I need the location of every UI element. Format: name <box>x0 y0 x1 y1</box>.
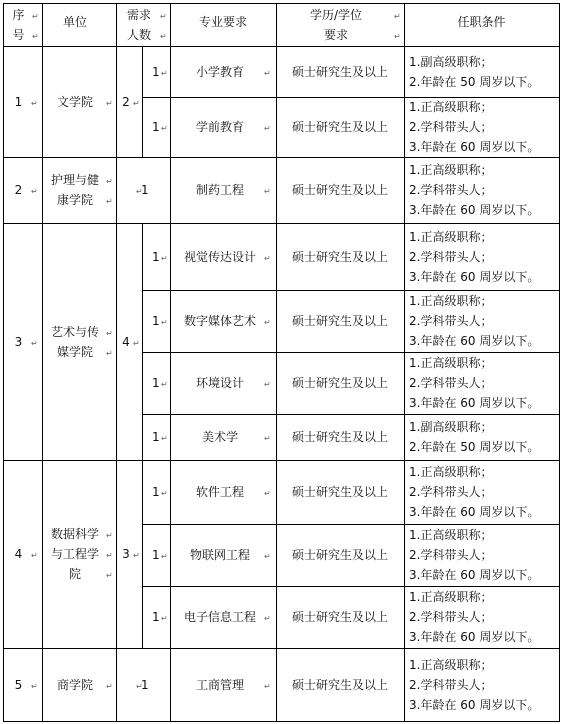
header-count: 人数 <box>126 28 151 42</box>
row-unit: 文学院 <box>56 95 93 109</box>
position-condition: 1.正高级职称； <box>409 100 493 114</box>
paragraph-mark-icon: ↵ <box>106 571 113 580</box>
paragraph-mark-icon: ↵ <box>264 318 271 327</box>
paragraph-mark-icon: ↵ <box>106 177 113 186</box>
row-total: 1 <box>141 183 149 197</box>
paragraph-mark-icon: ↵ <box>133 339 140 348</box>
header-conditions: 任职条件 <box>457 15 506 29</box>
position-condition: 3.年龄在 60 周岁以下。 <box>409 568 540 582</box>
paragraph-mark-icon: ↵ <box>161 69 168 78</box>
paragraph-mark-icon: ↵ <box>161 254 168 263</box>
table-rule <box>116 157 117 223</box>
header-seq: 序 <box>12 8 25 22</box>
position-condition: 3.年龄在 60 周岁以下。 <box>409 203 540 217</box>
row-total: 3 <box>122 547 130 561</box>
paragraph-mark-icon: ↵ <box>264 434 271 443</box>
table-rule <box>142 586 560 587</box>
position-major: 电子信息工程 <box>183 610 256 624</box>
table-rule <box>3 460 560 461</box>
paragraph-mark-icon: ↵ <box>161 124 168 133</box>
paragraph-mark-icon: ↵ <box>264 682 271 691</box>
row-unit: 媒学院 <box>56 345 93 359</box>
header-degree: 学历/学位 <box>309 8 363 22</box>
position-condition: 2.学科带头人； <box>409 314 493 328</box>
row-unit: 康学院 <box>56 193 93 207</box>
position-count: 1 <box>152 120 160 134</box>
paragraph-mark-icon: ↵ <box>161 380 168 389</box>
table-rule <box>404 157 405 223</box>
table-rule <box>170 46 171 157</box>
position-major: 数字媒体艺术 <box>183 314 256 328</box>
table-rule <box>142 97 560 98</box>
table-rule <box>404 46 405 157</box>
paragraph-mark-icon: ↵ <box>264 69 271 78</box>
paragraph-mark-icon: ↵ <box>264 489 271 498</box>
table-rule <box>276 46 277 157</box>
position-degree: 硕士研究生及以上 <box>291 548 388 562</box>
position-major: 视觉传达设计 <box>183 250 256 264</box>
paragraph-mark-icon: ↵ <box>394 32 401 41</box>
position-degree: 硕士研究生及以上 <box>291 678 388 692</box>
position-condition: 2.学科带头人； <box>409 485 493 499</box>
position-count: 1 <box>152 548 160 562</box>
paragraph-mark-icon: ↵ <box>31 682 38 691</box>
position-condition: 2.学科带头人； <box>409 250 493 264</box>
position-condition: 1.副高级职称； <box>409 420 493 434</box>
paragraph-mark-icon: ↵ <box>136 682 143 691</box>
table-rule <box>559 3 560 722</box>
paragraph-mark-icon: ↵ <box>264 124 271 133</box>
paragraph-mark-icon: ↵ <box>106 682 113 691</box>
table-rule <box>42 157 43 223</box>
position-major: 学前教育 <box>195 120 244 134</box>
position-condition: 1.正高级职称； <box>409 465 493 479</box>
paragraph-mark-icon: ↵ <box>394 12 401 21</box>
position-count: 1 <box>152 376 160 390</box>
paragraph-mark-icon: ↵ <box>106 99 113 108</box>
row-seq: 2 <box>14 183 23 197</box>
table-rule <box>142 290 560 291</box>
table-rule <box>3 157 560 158</box>
paragraph-mark-icon: ↵ <box>264 254 271 263</box>
paragraph-mark-icon: ↵ <box>161 552 168 561</box>
row-unit: 艺术与传 <box>50 325 99 339</box>
row-unit: 院 <box>68 567 81 581</box>
paragraph-mark-icon: ↵ <box>264 380 271 389</box>
paragraph-mark-icon: ↵ <box>106 349 113 358</box>
position-condition: 2.学科带头人； <box>409 678 493 692</box>
position-count: 1 <box>152 65 160 79</box>
position-major: 美术学 <box>201 430 238 444</box>
row-seq: 1 <box>14 95 23 109</box>
position-condition: 3.年龄在 60 周岁以下。 <box>409 140 540 154</box>
position-condition: 3.年龄在 60 周岁以下。 <box>409 334 540 348</box>
paragraph-mark-icon: ↵ <box>106 329 113 338</box>
table-rule <box>404 648 405 721</box>
position-major: 环境设计 <box>195 376 244 390</box>
position-condition: 3.年龄在 60 周岁以下。 <box>409 630 540 644</box>
position-major: 工商管理 <box>195 678 244 692</box>
paragraph-mark-icon: ↵ <box>106 551 113 560</box>
position-major: 小学教育 <box>195 65 244 79</box>
row-total: 2 <box>122 95 130 109</box>
paragraph-mark-icon: ↵ <box>31 339 38 348</box>
position-condition: 2.年龄在 50 周岁以下。 <box>409 75 540 89</box>
position-major: 物联网工程 <box>189 548 250 562</box>
paragraph-mark-icon: ↵ <box>160 32 167 41</box>
table-rule <box>404 460 405 648</box>
row-total: 4 <box>122 335 130 349</box>
position-condition: 3.年龄在 60 周岁以下。 <box>409 270 540 284</box>
paragraph-mark-icon: ↵ <box>161 489 168 498</box>
paragraph-mark-icon: ↵ <box>264 187 271 196</box>
paragraph-mark-icon: ↵ <box>106 531 113 540</box>
position-condition: 3.年龄在 60 周岁以下。 <box>409 698 540 712</box>
position-condition: 1.正高级职称； <box>409 658 493 672</box>
position-degree: 硕士研究生及以上 <box>291 65 388 79</box>
paragraph-mark-icon: ↵ <box>32 12 39 21</box>
paragraph-mark-icon: ↵ <box>264 614 271 623</box>
table-rule <box>3 3 560 4</box>
paragraph-mark-icon: ↵ <box>161 614 168 623</box>
row-unit: 护理与健 <box>50 173 99 187</box>
position-degree: 硕士研究生及以上 <box>291 485 388 499</box>
position-condition: 1.正高级职称； <box>409 294 493 308</box>
paragraph-mark-icon: ↵ <box>31 187 38 196</box>
paragraph-mark-icon: ↵ <box>160 12 167 21</box>
row-total: 1 <box>141 678 149 692</box>
header-count: 需求 <box>126 8 151 22</box>
position-count: 1 <box>152 485 160 499</box>
table-rule <box>3 46 560 47</box>
table-rule <box>142 460 143 648</box>
paragraph-mark-icon: ↵ <box>32 32 39 41</box>
paragraph-mark-icon: ↵ <box>161 318 168 327</box>
position-condition: 2.学科带头人； <box>409 610 493 624</box>
position-degree: 硕士研究生及以上 <box>291 183 388 197</box>
paragraph-mark-icon: ↵ <box>31 551 38 560</box>
position-condition: 2.学科带头人； <box>409 183 493 197</box>
position-condition: 1.正高级职称； <box>409 163 493 177</box>
header-seq: 号 <box>12 28 25 42</box>
position-condition: 2.年龄在 50 周岁以下。 <box>409 440 540 454</box>
table-rule <box>142 352 560 353</box>
row-unit: 商学院 <box>56 678 93 692</box>
position-condition: 2.学科带头人； <box>409 376 493 390</box>
paragraph-mark-icon: ↵ <box>133 551 140 560</box>
position-condition: 3.年龄在 60 周岁以下。 <box>409 505 540 519</box>
table-rule <box>116 648 117 721</box>
row-unit: 与工程学 <box>50 547 99 561</box>
table-rule <box>142 524 560 525</box>
table-rule <box>42 223 43 460</box>
row-seq: 3 <box>14 335 23 349</box>
paragraph-mark-icon: ↵ <box>106 197 113 206</box>
table-rule <box>142 46 143 157</box>
position-degree: 硕士研究生及以上 <box>291 250 388 264</box>
table-rule <box>3 721 560 722</box>
table-rule <box>404 223 405 460</box>
header-major: 专业要求 <box>198 15 247 29</box>
table-rule <box>3 223 560 224</box>
position-degree: 硕士研究生及以上 <box>291 314 388 328</box>
position-major: 软件工程 <box>195 485 244 499</box>
paragraph-mark-icon: ↵ <box>264 552 271 561</box>
position-major: 制药工程 <box>195 183 244 197</box>
position-degree: 硕士研究生及以上 <box>291 610 388 624</box>
position-count: 1 <box>152 430 160 444</box>
position-condition: 1.正高级职称； <box>409 230 493 244</box>
position-degree: 硕士研究生及以上 <box>291 120 388 134</box>
paragraph-mark-icon: ↵ <box>136 187 143 196</box>
position-condition: 2.学科带头人； <box>409 120 493 134</box>
table-rule <box>142 223 143 460</box>
position-condition: 1.副高级职称； <box>409 55 493 69</box>
paragraph-mark-icon: ↵ <box>161 434 168 443</box>
position-condition: 1.正高级职称； <box>409 356 493 370</box>
table-rule <box>3 3 4 722</box>
table-rule <box>3 648 560 649</box>
paragraph-mark-icon: ↵ <box>31 99 38 108</box>
row-seq: 4 <box>14 547 23 561</box>
row-seq: 5 <box>14 678 23 692</box>
position-degree: 硕士研究生及以上 <box>291 430 388 444</box>
position-condition: 1.正高级职称； <box>409 590 493 604</box>
position-count: 1 <box>152 610 160 624</box>
position-count: 1 <box>152 314 160 328</box>
position-count: 1 <box>152 250 160 264</box>
header-unit: 单位 <box>62 15 87 29</box>
position-condition: 1.正高级职称； <box>409 528 493 542</box>
position-condition: 2.学科带头人； <box>409 548 493 562</box>
paragraph-mark-icon: ↵ <box>133 99 140 108</box>
position-condition: 3.年龄在 60 周岁以下。 <box>409 396 540 410</box>
table-rule <box>142 414 560 415</box>
row-unit: 数据科学 <box>50 527 99 541</box>
header-degree: 要求 <box>323 28 348 42</box>
position-degree: 硕士研究生及以上 <box>291 376 388 390</box>
